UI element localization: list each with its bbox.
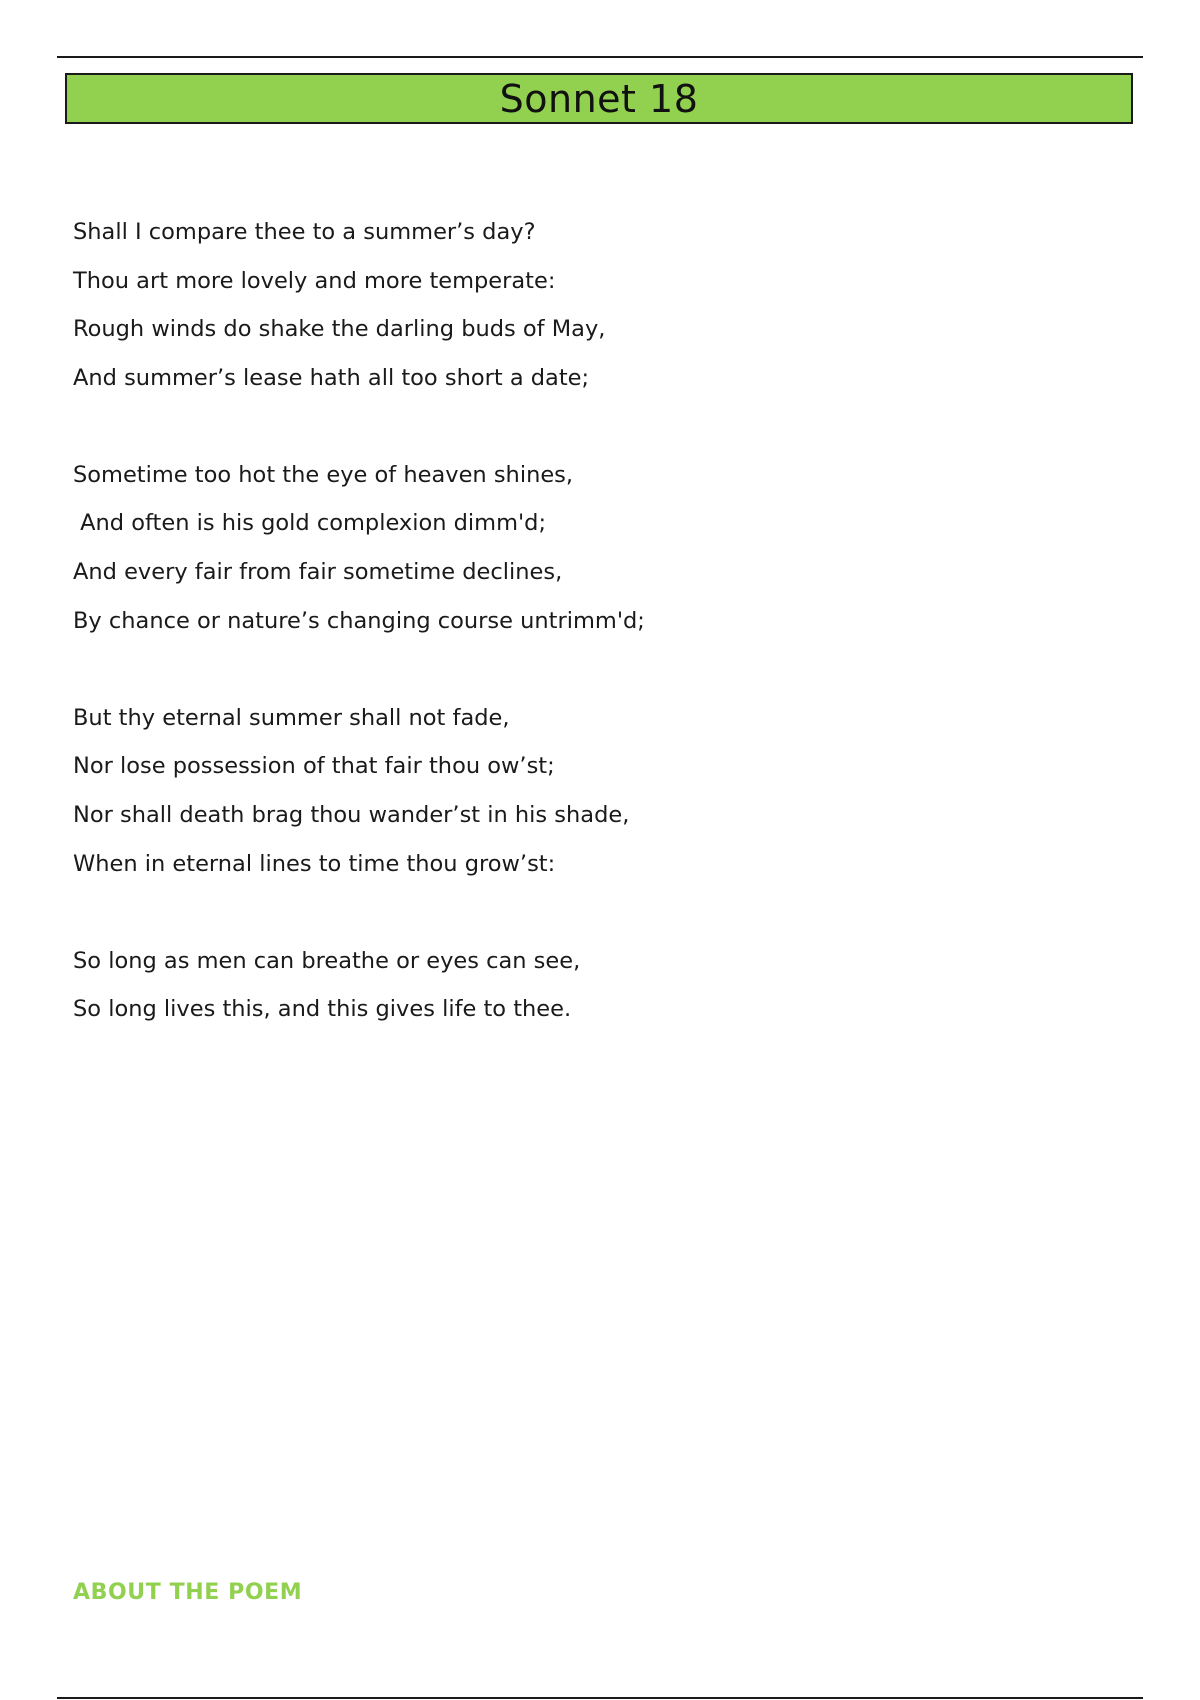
poem-line: And often is his gold complexion dimm'd; bbox=[73, 510, 547, 537]
poem-line: Nor shall death brag thou wander’st in his shade, bbox=[73, 801, 630, 828]
poem-body bbox=[73, 216, 1073, 1090]
poem-line: When in eternal lines to time thou grow’st: bbox=[73, 850, 556, 877]
title-banner bbox=[65, 73, 1133, 124]
stanza-2 bbox=[73, 459, 1073, 653]
top-rule bbox=[57, 56, 1143, 58]
stanza-1 bbox=[73, 216, 1073, 410]
poem-line: But thy eternal summer shall not fade, bbox=[73, 704, 510, 731]
poem-line: Shall I compare thee to a summer’s day? bbox=[73, 219, 536, 245]
page-title: Sonnet 18 bbox=[499, 76, 699, 121]
poem-line: Thou art more lovely and more temperate: bbox=[73, 267, 556, 294]
poem-line: Nor lose possession of that fair thou ow’st; bbox=[73, 753, 555, 780]
poem-line: So long as men can breathe or eyes can see, bbox=[73, 947, 581, 974]
about-heading: ABOUT THE POEM bbox=[73, 1580, 303, 1605]
poem-line: By chance or nature’s changing course untrimm'd; bbox=[73, 607, 645, 634]
poem-line: Rough winds do shake the darling buds of May, bbox=[73, 316, 606, 343]
poem-line: Sometime too hot the eye of heaven shines, bbox=[73, 461, 574, 488]
poem-line: And every fair from fair sometime declines, bbox=[73, 559, 563, 586]
poem-line: So long lives this, and this gives life to thee. bbox=[73, 996, 572, 1023]
stanza-3 bbox=[73, 702, 1073, 896]
stanza-4 bbox=[73, 945, 1073, 1042]
poem-line: And summer’s lease hath all too short a date; bbox=[73, 364, 590, 391]
bottom-rule bbox=[57, 1697, 1143, 1699]
